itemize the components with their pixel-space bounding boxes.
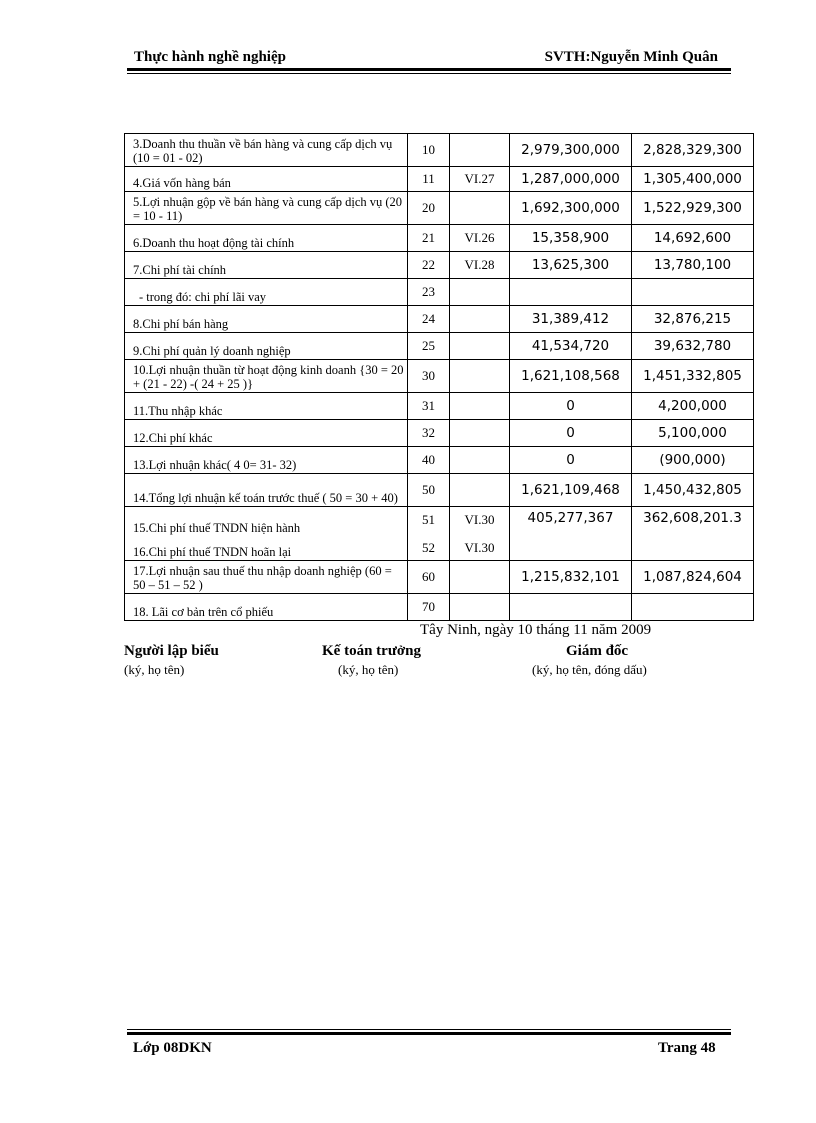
row-code: 31 bbox=[408, 393, 450, 420]
table-row bbox=[125, 393, 754, 420]
row-code: 32 bbox=[408, 420, 450, 447]
footer-page-number: Trang 48 bbox=[658, 1040, 716, 1056]
row-name: 18. Lãi cơ bản trên cổ phiếu bbox=[125, 594, 408, 621]
table-row bbox=[125, 167, 754, 192]
table-row bbox=[125, 306, 754, 333]
row-name: 7.Chi phí tài chính bbox=[125, 252, 408, 279]
row-current bbox=[510, 594, 632, 621]
row-note-pair bbox=[450, 507, 510, 561]
row-previous: 4,200,000 bbox=[632, 393, 754, 420]
row-current: 1,621,108,568 bbox=[510, 360, 632, 393]
footer-class: Lớp 08DKN bbox=[133, 1040, 212, 1056]
row-previous: 13,780,100 bbox=[632, 252, 754, 279]
row-note: VI.30 bbox=[464, 511, 495, 527]
row-name-pair bbox=[125, 507, 408, 561]
table-row bbox=[125, 225, 754, 252]
row-current: 41,534,720 bbox=[510, 333, 632, 360]
row-previous: 32,876,215 bbox=[632, 306, 754, 333]
table-row bbox=[125, 279, 754, 306]
row-current: 1,692,300,000 bbox=[510, 192, 632, 225]
row-note: VI.27 bbox=[450, 167, 510, 192]
row-current: 1,621,109,468 bbox=[510, 474, 632, 507]
row-name: 11.Thu nhập khác bbox=[125, 393, 408, 420]
row-previous: 14,692,600 bbox=[632, 225, 754, 252]
row-current: 1,287,000,000 bbox=[510, 167, 632, 192]
row-previous: 1,451,332,805 bbox=[632, 360, 754, 393]
row-current: 0 bbox=[510, 447, 632, 474]
row-current: 15,358,900 bbox=[510, 225, 632, 252]
row-name: - trong đó: chi phí lãi vay bbox=[125, 279, 408, 306]
row-code-pair bbox=[408, 507, 450, 561]
table-row bbox=[125, 192, 754, 225]
row-current: 13,625,300 bbox=[510, 252, 632, 279]
row-code: 20 bbox=[408, 192, 450, 225]
table-row bbox=[125, 420, 754, 447]
row-name: 15.Chi phí thuế TNDN hiện hành bbox=[133, 521, 301, 535]
row-previous bbox=[632, 279, 754, 306]
row-code: 24 bbox=[408, 306, 450, 333]
row-name: 10.Lợi nhuận thuần từ hoạt động kinh doanh {30 = 20 + (21 - 22) -( 24 + 25 )} bbox=[125, 360, 408, 393]
row-note bbox=[450, 360, 510, 393]
row-note bbox=[450, 279, 510, 306]
row-previous: 1,522,929,300 bbox=[632, 192, 754, 225]
row-previous: 1,087,824,604 bbox=[632, 561, 754, 594]
row-name: 9.Chi phí quản lý doanh nghiệp bbox=[125, 333, 408, 360]
row-code: 40 bbox=[408, 447, 450, 474]
row-current: 0 bbox=[510, 420, 632, 447]
row-code: 25 bbox=[408, 333, 450, 360]
row-name: 17.Lợi nhuận sau thuế thu nhập doanh nghiệp (60 = 50 – 51 – 52 ) bbox=[125, 561, 408, 594]
row-code: 52 bbox=[422, 539, 435, 555]
footer-rule-thick bbox=[127, 1032, 731, 1035]
table-row bbox=[125, 594, 754, 621]
row-code: 11 bbox=[408, 167, 450, 192]
row-current bbox=[510, 279, 632, 306]
header-rule-thick bbox=[127, 68, 731, 71]
row-previous: 1,305,400,000 bbox=[632, 167, 754, 192]
table-row bbox=[125, 134, 754, 167]
row-note bbox=[450, 474, 510, 507]
table-row bbox=[125, 333, 754, 360]
header-course: Thực hành nghề nghiệp bbox=[134, 49, 286, 65]
row-previous: 2,828,329,300 bbox=[632, 134, 754, 167]
row-name: 5.Lợi nhuận gộp về bán hàng và cung cấp dịch vụ (20 = 10 - 11) bbox=[125, 192, 408, 225]
row-current: 405,277,367 bbox=[510, 507, 632, 561]
signature-preparer-title: Người lập biểu bbox=[124, 643, 219, 659]
row-name: 13.Lợi nhuận khác( 4 0= 31- 32) bbox=[125, 447, 408, 474]
row-note: VI.26 bbox=[450, 225, 510, 252]
header-student: SVTH:Nguyễn Minh Quân bbox=[544, 49, 718, 65]
row-name: 16.Chi phí thuế TNDN hoãn lại bbox=[133, 545, 292, 559]
row-note bbox=[450, 333, 510, 360]
row-name: 14.Tổng lợi nhuận kế toán trước thuế ( 50 = 30 + 40) bbox=[125, 474, 408, 507]
row-code: 10 bbox=[408, 134, 450, 167]
table-row bbox=[125, 447, 754, 474]
row-code: 30 bbox=[408, 360, 450, 393]
signature-director-title: Giám đốc bbox=[566, 643, 629, 659]
row-previous bbox=[632, 594, 754, 621]
signature-chief-accountant-note: (ký, họ tên) bbox=[338, 662, 399, 677]
table-row bbox=[125, 474, 754, 507]
page-header bbox=[132, 49, 730, 69]
row-previous: 1,450,432,805 bbox=[632, 474, 754, 507]
row-note bbox=[450, 134, 510, 167]
row-code: 70 bbox=[408, 594, 450, 621]
row-note bbox=[450, 192, 510, 225]
row-name: 3.Doanh thu thuần về bán hàng và cung cấp dịch vụ (10 = 01 - 02) bbox=[125, 134, 408, 167]
row-previous: (900,000) bbox=[632, 447, 754, 474]
row-note bbox=[450, 393, 510, 420]
income-statement-table bbox=[124, 133, 754, 621]
row-note bbox=[450, 420, 510, 447]
signature-preparer-note: (ký, họ tên) bbox=[124, 662, 185, 677]
header-rule-thin bbox=[127, 73, 731, 74]
signature-director-note: (ký, họ tên, đóng dấu) bbox=[532, 662, 647, 677]
row-current: 1,215,832,101 bbox=[510, 561, 632, 594]
row-code: 23 bbox=[408, 279, 450, 306]
row-note bbox=[450, 594, 510, 621]
footer-rule-thin bbox=[127, 1029, 731, 1030]
signature-chief-accountant-title: Kế toán trưởng bbox=[322, 643, 421, 659]
row-previous: 362,608,201.3 bbox=[632, 507, 754, 561]
row-previous: 5,100,000 bbox=[632, 420, 754, 447]
row-note: VI.28 bbox=[450, 252, 510, 279]
table-row bbox=[125, 360, 754, 393]
row-previous: 39,632,780 bbox=[632, 333, 754, 360]
row-note: VI.30 bbox=[464, 539, 495, 555]
row-code: 22 bbox=[408, 252, 450, 279]
row-code: 60 bbox=[408, 561, 450, 594]
table-row bbox=[125, 252, 754, 279]
table-row-group bbox=[125, 507, 754, 561]
row-name: 6.Doanh thu hoạt động tài chính bbox=[125, 225, 408, 252]
row-name: 8.Chi phí bán hàng bbox=[125, 306, 408, 333]
row-note bbox=[450, 306, 510, 333]
row-name: 4.Giá vốn hàng bán bbox=[125, 167, 408, 192]
row-current: 2,979,300,000 bbox=[510, 134, 632, 167]
row-code: 50 bbox=[408, 474, 450, 507]
table-row bbox=[125, 561, 754, 594]
row-code: 21 bbox=[408, 225, 450, 252]
row-code: 51 bbox=[422, 511, 435, 527]
row-note bbox=[450, 561, 510, 594]
row-current: 31,389,412 bbox=[510, 306, 632, 333]
row-name: 12.Chi phí khác bbox=[125, 420, 408, 447]
row-note bbox=[450, 447, 510, 474]
place-date: Tây Ninh, ngày 10 tháng 11 năm 2009 bbox=[420, 622, 652, 638]
row-current: 0 bbox=[510, 393, 632, 420]
